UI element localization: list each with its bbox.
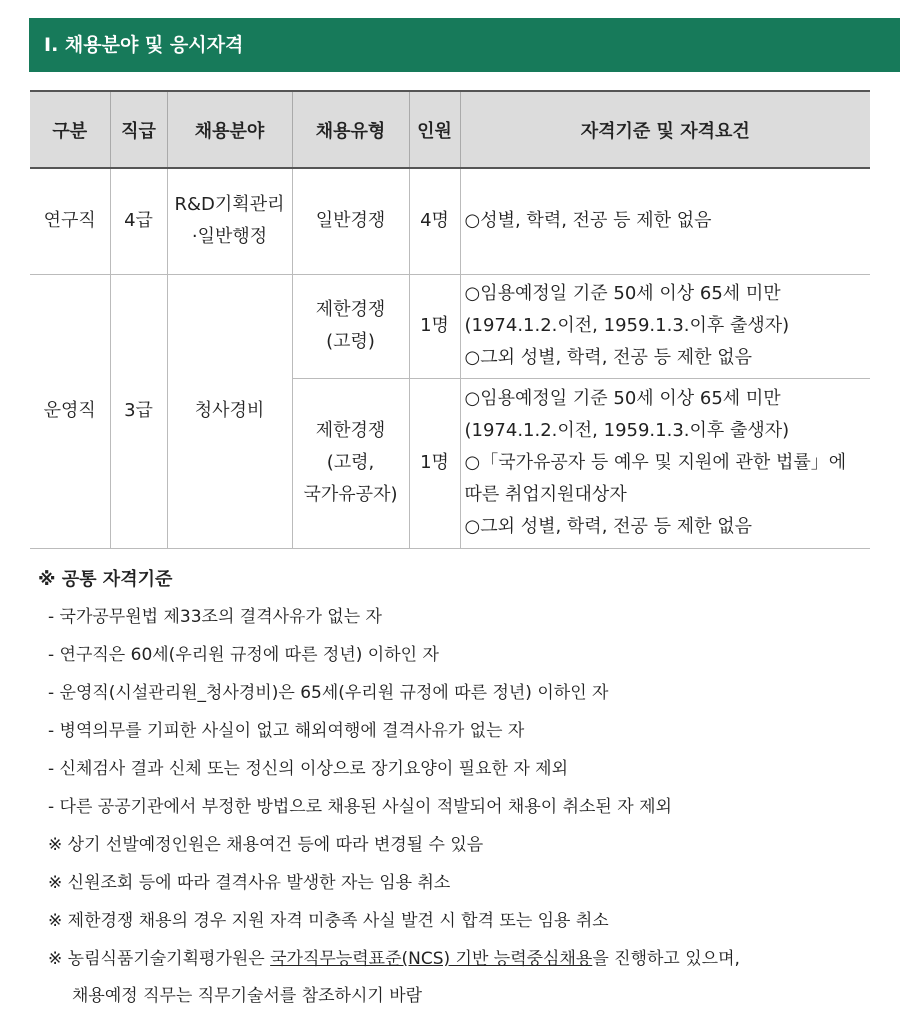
- common-criteria-title: ※ 공통 자격기준: [38, 569, 173, 590]
- common-item: - 국가공무원법 제33조의 결격사유가 없는 자: [48, 607, 382, 627]
- row2b-req-line1: ○임용예정일 기준 50세 이상 65세 미만: [464, 388, 781, 409]
- table-header-row: [30, 91, 870, 168]
- common-item: - 연구직은 60세(우리원 규정에 따른 정년) 이하인 자: [48, 645, 439, 665]
- extra-note: ※ 제한경쟁 채용의 경우 지원 자격 미충족 사실 발견 시 합격 또는 임용 취소: [48, 911, 609, 931]
- common-item: - 다른 공공기관에서 부정한 방법으로 채용된 사실이 적발되어 채용이 취소된 자 제외: [48, 797, 672, 817]
- recruitment-table: [30, 90, 870, 549]
- row1-division: 연구직: [30, 168, 110, 274]
- ncs-note-line2: 채용예정 직무는 직무기술서를 참조하시기 바람: [72, 986, 423, 1006]
- table-row: [30, 274, 870, 378]
- row2b-req-line2: (1974.1.2.이전, 1959.1.3.이후 출생자): [464, 420, 790, 441]
- row2a-req-line1: ○임용예정일 기준 50세 이상 65세 미만: [464, 283, 781, 304]
- header-grade: 직급: [110, 91, 167, 168]
- header-field: 채용분야: [167, 91, 292, 168]
- row2a-type-line2: (고령): [326, 331, 375, 352]
- row2a-type-line1: 제한경쟁: [315, 299, 386, 320]
- row2a-count: 1명: [409, 274, 460, 378]
- common-item: - 병역의무를 기피한 사실이 없고 해외여행에 결격사유가 없는 자: [48, 721, 525, 741]
- row2a-type: [292, 274, 409, 378]
- row1-field: [167, 168, 292, 274]
- common-item: - 운영직(시설관리원_청사경비)은 65세(우리원 규정에 따른 정년) 이하인 자: [48, 683, 609, 703]
- row1-type: 일반경쟁: [292, 168, 409, 274]
- row1-req-line: ○성별, 학력, 전공 등 제한 없음: [464, 210, 712, 232]
- row2b-req-line3: ○「국가유공자 등 예우 및 지원에 관한 법률」에: [464, 452, 847, 473]
- row1-count: 4명: [409, 168, 460, 274]
- extra-note: ※ 상기 선발예정인원은 채용여건 등에 따라 변경될 수 있음: [48, 835, 484, 855]
- row1-field-line1: R&D기획관리: [174, 194, 285, 216]
- header-division: 구분: [30, 91, 110, 168]
- ncs-note-underlined: 국가직무능력표준(NCS) 기반 능력중심채용: [270, 949, 593, 969]
- common-item: - 신체검사 결과 신체 또는 정신의 이상으로 장기요양이 필요한 자 제외: [48, 759, 568, 779]
- row2a-req-line2: (1974.1.2.이전, 1959.1.3.이후 출생자): [464, 315, 790, 336]
- row2b-requirements: [460, 378, 870, 548]
- header-type: 채용유형: [292, 91, 409, 168]
- row2b-type-line2: (고령,: [326, 452, 375, 473]
- row2-field: 청사경비: [167, 274, 292, 548]
- row2b-req-line4: 따른 취업지원대상자: [464, 484, 627, 505]
- section-title: Ⅰ. 채용분야 및 응시자격: [29, 18, 900, 72]
- row2b-type: [292, 378, 409, 548]
- row1-grade: 4급: [110, 168, 167, 274]
- header-requirements: 자격기준 및 자격요건: [460, 91, 870, 168]
- row2b-count: 1명: [409, 378, 460, 548]
- table-row: [30, 168, 870, 274]
- row2a-requirements: [460, 274, 870, 378]
- row2-grade: 3급: [110, 274, 167, 548]
- row1-field-line2: ·일반행정: [191, 226, 268, 248]
- row2b-req-line5: ○그외 성별, 학력, 전공 등 제한 없음: [464, 516, 753, 537]
- row2b-type-line1: 제한경쟁: [315, 420, 386, 441]
- row2b-type-line3: 국가유공자): [303, 484, 398, 505]
- ncs-note-suffix: 을 진행하고 있으며,: [592, 949, 740, 969]
- ncs-note: [38, 940, 888, 978]
- ncs-note-prefix: ※ 농림식품기술기획평가원은: [48, 949, 271, 969]
- header-count: 인원: [409, 91, 460, 168]
- row2-division: 운영직: [30, 274, 110, 548]
- row2a-req-line3: ○그외 성별, 학력, 전공 등 제한 없음: [464, 347, 753, 368]
- extra-note: ※ 신원조회 등에 따라 결격사유 발생한 자는 임용 취소: [48, 873, 451, 893]
- row1-requirements: [460, 168, 870, 274]
- notes-section: [38, 562, 888, 1014]
